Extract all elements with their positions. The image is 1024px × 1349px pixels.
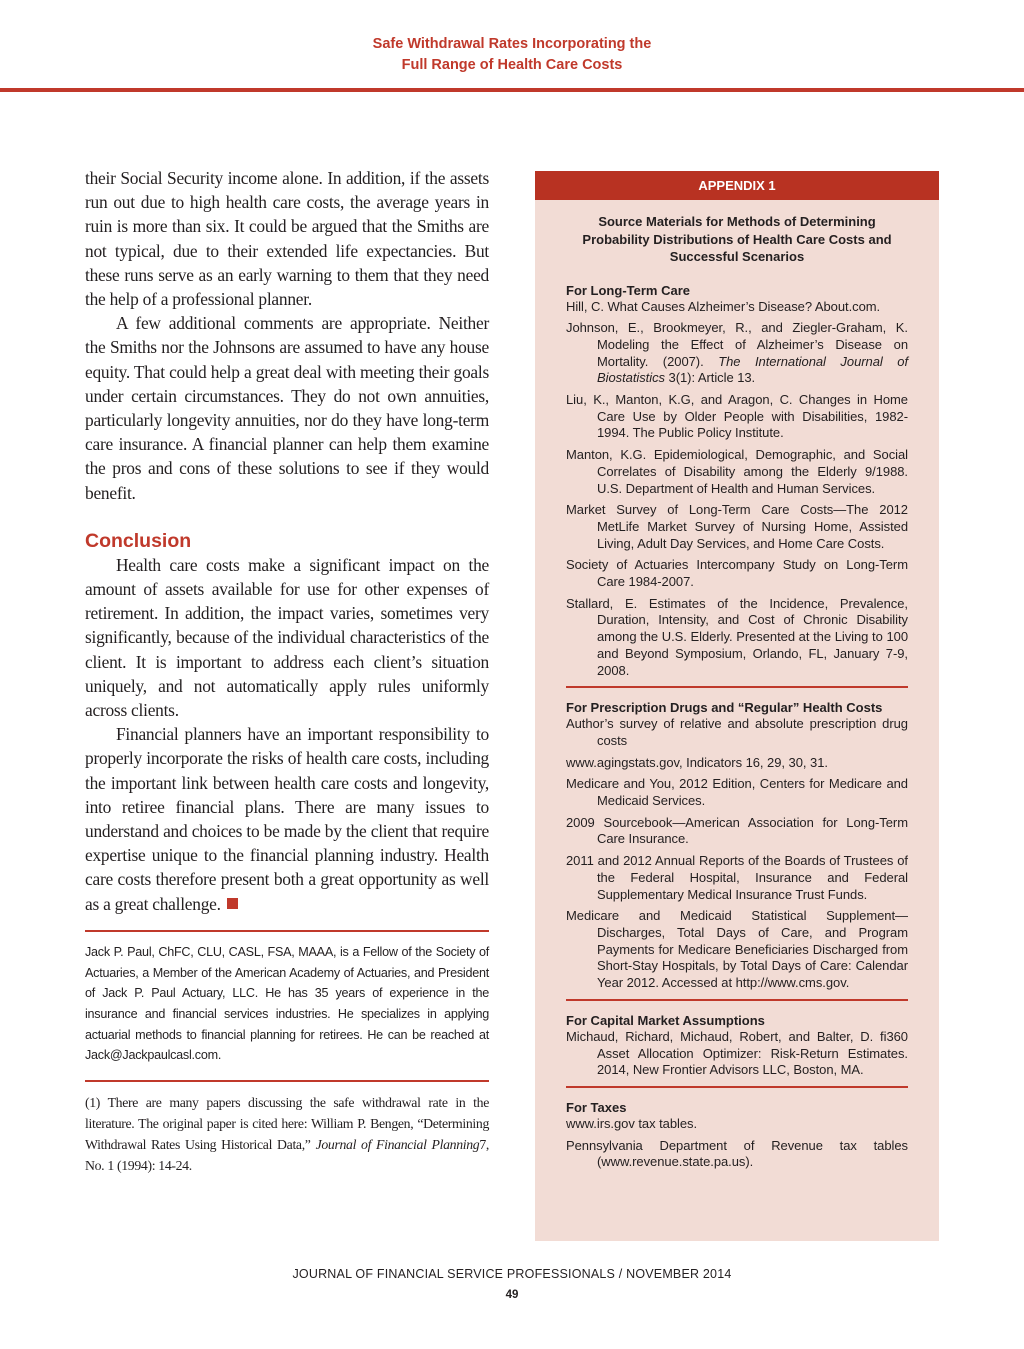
body-paragraph-3: Health care costs make a significant impact on the amount of assets available for use for other expenses of retirement. In addition, the impact varies, sometimes very significantly, because of the individual characteristics of the client. It is important to address each client’s situation uniquely, and not automatically apply rules uniformly across clients. (85, 554, 489, 721)
appendix-rule-3 (566, 1086, 908, 1088)
ltc-ref-6: Society of Actuaries Intercompany Study on Long-Term Care 1984-2007. (566, 557, 908, 590)
running-head-line1: Safe Withdrawal Rates Incorporating the (372, 36, 652, 52)
cma-heading: For Capital Market Assumptions (566, 1012, 765, 1028)
tax-ref-2: Pennsylvania Department of Revenue tax tables (www.revenue.state.pa.us). (566, 1137, 908, 1170)
ltc-ref-2-rest: 3(1): Article 13. (668, 370, 756, 386)
body-paragraph-2: A few additional comments are appropriate. Neither the Smiths nor the Johnsons are assumed to have any house equity. That could help a great deal with meeting their goals under certain circumstances. They do not own annuities, particularly longevity annuities, nor do they have long-term care insurance. A financial planner can help them examine the pros and cons of these solutions to see if they would benefit. (85, 313, 489, 503)
body-paragraph-4-text: Financial planners have an important responsibility to properly incorporate the risks of health care costs, including the important link between health care costs and longevity, into retiree financial plans. There are many issues to understand and choices to be made by the client that require expertise unique to the financial planning industry. Health care costs therefore present both a great opportunity as well as a great challenge. (85, 724, 489, 914)
tax-heading: For Taxes (566, 1099, 627, 1115)
footnote (85, 1092, 489, 1176)
body-paragraph-4 (85, 722, 489, 916)
ltc-ref-2-journal: The International Journal of Biostatistics (597, 353, 909, 386)
rx-ref-2: www.agingstats.gov, Indicators 16, 29, 30, 31. (566, 754, 828, 770)
rx-ref-4: 2009 Sourcebook—American Association for Long-Term Care Insurance. (566, 814, 908, 847)
ltc-ref-4: Manton, K.G. Epidemiological, Demographic, and Social Correlates of Disability among the Elderly 9/1988. U.S. Department of Health and Human Services. (566, 447, 908, 496)
ltc-ref-3: Liu, K., Manton, K.G, and Aragon, C. Changes in Home Care Use by Older People with Disabilities, 1982-1994. The Public Policy Institute. (566, 392, 908, 441)
body-paragraph-1: their Social Security income alone. In addition, if the assets run out due to high health care costs, the average years in ruin is more than six. It could be argued that the Smiths are not typical, due to their extended life expectancies. But these runs serve as an early warning to them that they need the help of a professional planner. (85, 168, 489, 310)
conclusion-heading: Conclusion (85, 529, 192, 552)
footnote-text: (1) There are many papers discussing the safe withdrawal rate in the literature. The original paper is cited here: William P. Bengen, “Determining Withdrawal Rates Using Historical Data,” (85, 1095, 489, 1153)
running-head-line2: Full Range of Health Care Costs (401, 57, 623, 73)
left-column (85, 166, 489, 1176)
author-bio: Jack P. Paul, ChFC, CLU, CASL, FSA, MAAA, is a Fellow of the Society of Actuaries, a Member of the American Academy of Actuaries, and President of Jack P. Paul Actuary, LLC. He has 35 years of experience in the insurance and financial services industries. He specializes in applying actuarial methods to financial planning for retirees. He can be reached at Jack@Jackpaulcasl.com. (85, 944, 489, 1063)
footnote-rest: 7, No. 1 (1994): 14-24. (85, 1137, 489, 1174)
appendix-rule-2 (566, 999, 908, 1001)
appendix-rule-1 (566, 686, 908, 688)
appendix-content (535, 200, 939, 1171)
rx-ref-6: Medicare and Medicaid Statistical Supplement—Discharges, Total Days of Care, and Program Payments for Medicare Beneficiaries Discharged from Short-Stay Hospitals, by Total Days of Care: Calendar Year 2012. Accessed at http://www.cms.gov. (566, 908, 908, 991)
ltc-heading: For Long-Term Care (566, 282, 690, 298)
rx-heading: For Prescription Drugs and “Regular” Health Costs (566, 700, 883, 716)
ltc-ref-7: Stallard, E. Estimates of the Incidence, Prevalence, Duration, Intensity, and Cost of Chronic Disability among the U.S. Elderly. Presented at the Living to 100 and Beyond Symposium, Orlando, FL, January 7-9, 2008. (566, 595, 908, 678)
appendix-title: Source Materials for Methods of Determining Probability Distributions of Health Care Costs and Successful Scenarios (582, 214, 892, 264)
footnote-rule (85, 1080, 489, 1082)
header-rule (0, 88, 1024, 92)
rx-ref-5: 2011 and 2012 Annual Reports of the Boards of Trustees of the Federal Hospital, Insurance and Federal Supplementary Medical Insurance Trust Funds. (566, 853, 908, 902)
footer-journal: JOURNAL OF FINANCIAL SERVICE PROFESSIONALS / NOVEMBER 2014 (292, 1267, 732, 1281)
appendix-box (535, 171, 939, 1241)
ltc-ref-2 (566, 320, 908, 387)
bio-rule (85, 930, 489, 932)
page-number: 49 (505, 1289, 519, 1301)
ltc-ref-5: Market Survey of Long-Term Care Costs—The 2012 MetLife Market Survey of Nursing Home, Assisted Living, Adult Day Services, and Home Care Costs. (566, 502, 908, 551)
tax-ref-1: www.irs.gov tax tables. (566, 1115, 698, 1131)
footnote-journal: Journal of Financial Planning (315, 1137, 480, 1153)
rx-ref-1: Author’s survey of relative and absolute prescription drug costs (566, 716, 908, 748)
running-head (0, 34, 1024, 76)
cma-ref-1: Michaud, Richard, Michaud, Robert, and Balter, D. fi360 Asset Allocation Optimizer: Risk-Return Estimates. 2014, New Frontier Advisors LLC, Boston, MA. (566, 1028, 908, 1078)
end-of-article-icon (227, 898, 238, 909)
appendix-label: APPENDIX 1 (535, 171, 939, 200)
ltc-ref-1: Hill, C. What Causes Alzheimer’s Disease? About.com. (566, 298, 881, 314)
ltc-ref-2-text: Johnson, E., Brookmeyer, R., and Ziegler-Graham, K. Modeling the Effect of Alzheimer’s Disease on Mortality. (2007). (566, 320, 908, 369)
rx-ref-3: Medicare and You, 2012 Edition, Centers for Medicare and Medicaid Services. (566, 776, 908, 809)
